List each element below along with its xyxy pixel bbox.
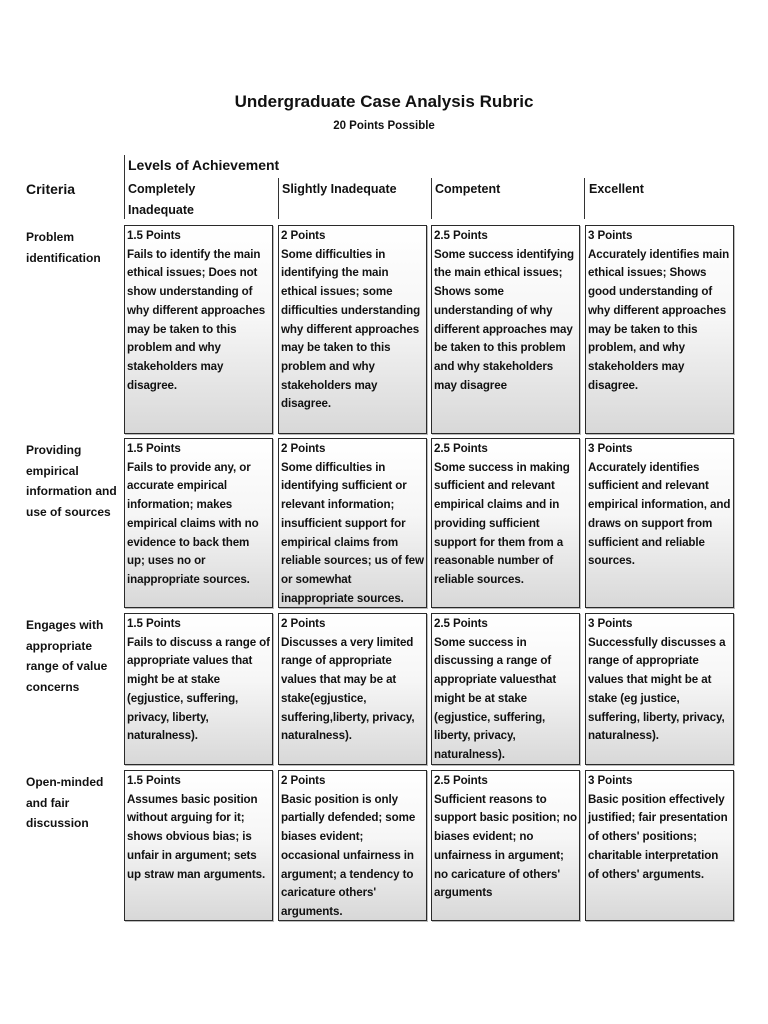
cell-description: Basic position effectively justified; fair presentation of others' positions; charitable interpretation of others' arguments. — [588, 792, 728, 881]
cell-description: Accurately identifies sufficient and relevant empirical information, and draws on support from sufficient and reliable sources. — [588, 460, 731, 568]
cell-description: Sufficient reasons to support basic position; no biases evident; no unfairness in argument; no caricature of others' arguments — [434, 792, 577, 900]
header-divider — [124, 155, 125, 219]
rubric-cell — [431, 770, 580, 921]
rubric-cell — [431, 613, 580, 765]
criterion-problem-identification: Problem identification — [26, 230, 101, 265]
cell-description: Fails to provide any, or accurate empirical information; makes empirical claims with no evidence to back them up; uses no or inappropriate sources. — [127, 460, 259, 586]
rubric-cell — [278, 438, 427, 608]
rubric-subtitle: 20 Points Possible — [333, 120, 435, 132]
rubric-cell — [278, 225, 427, 434]
cell-description: Fails to discuss a range of appropriate values that might be at stake (egjustice, suffering, privacy, liberty, naturalness). — [127, 635, 270, 743]
rubric-cell — [124, 613, 273, 765]
cell-description: Fails to identify the main ethical issues; Does not show understanding of why different approaches may be taken to this problem and why stakeholders may disagree. — [127, 247, 266, 392]
cell-points: 2 Points — [281, 774, 326, 787]
column-header-excellent: Excellent — [589, 182, 644, 196]
criterion-empirical-information: Providing empirical information and use of sources — [26, 443, 117, 519]
cell-points: 1.5 Points — [127, 774, 181, 787]
cell-points: 2 Points — [281, 617, 326, 630]
cell-description: Assumes basic position without arguing for it; shows obvious bias; is unfair in argument; sets up straw man arguments. — [127, 792, 266, 881]
cell-points: 3 Points — [588, 442, 633, 455]
cell-description: Some difficulties in identifying the main ethical issues; some difficulties understanding why different approaches may be taken to this problem and why stakeholders may disagree. — [281, 247, 421, 411]
rubric-cell — [585, 770, 734, 921]
rubric-cell — [124, 225, 273, 434]
levels-header: Levels of Achievement — [128, 157, 280, 173]
rubric-title: Undergraduate Case Analysis Rubric — [234, 92, 534, 111]
cell-points: 1.5 Points — [127, 229, 181, 242]
cell-points: 2.5 Points — [434, 229, 488, 242]
cell-description: Some success in discussing a range of appropriate valuesthat might be at stake (egjustice, suffering, liberty, privacy, naturalness). — [434, 635, 557, 761]
criterion-value-concerns: Engages with appropriate range of value concerns — [26, 618, 108, 694]
cell-points: 2 Points — [281, 442, 326, 455]
cell-points: 2.5 Points — [434, 774, 488, 787]
cell-description: Discusses a very limited range of appropriate values that may be at stake(egjustice, suffering,liberty, privacy, naturalness). — [281, 635, 415, 743]
cell-points: 3 Points — [588, 229, 633, 242]
cell-points: 1.5 Points — [127, 617, 181, 630]
cell-description: Some success in making sufficient and relevant empirical claims and in providing sufficient support for them from a reasonable number of reliable sources. — [434, 460, 570, 586]
header-divider — [278, 178, 279, 219]
rubric-cell — [278, 613, 427, 765]
cell-points: 2 Points — [281, 229, 326, 242]
cell-description: Some success identifying the main ethical issues; Shows some understanding of why different approaches may be taken to this problem and why stakeholders may disagree — [434, 247, 574, 392]
cell-description: Some difficulties in identifying sufficient or relevant information; insufficient support for empirical claims from reliable sources; us of few or somewhat inappropriate sources. — [281, 460, 424, 605]
criterion-open-minded-discussion: Open-minded and fair discussion — [26, 775, 104, 830]
cell-description: Accurately identifies main ethical issues; Shows good understanding of why different approaches may be taken to this problem, and why stakeholders may disagree. — [588, 247, 730, 392]
cell-description: Basic position is only partially defended; some biases evident; occasional unfairness in argument; a tendency to caricature others' arguments. — [281, 792, 416, 918]
rubric-cell — [585, 613, 734, 765]
rubric-cell — [124, 770, 273, 921]
cell-points: 2.5 Points — [434, 617, 488, 630]
rubric-cell — [585, 225, 734, 434]
header-divider — [584, 178, 585, 219]
cell-points: 1.5 Points — [127, 442, 181, 455]
cell-points: 3 Points — [588, 774, 633, 787]
header-divider — [431, 178, 432, 219]
criteria-header: Criteria — [26, 181, 76, 197]
column-header-completely-inadequate: Completely Inadequate — [128, 182, 196, 217]
column-header-competent: Competent — [435, 182, 501, 196]
rubric-cell — [124, 438, 273, 608]
rubric-cell — [278, 770, 427, 921]
rubric-cell — [585, 438, 734, 608]
cell-points: 2.5 Points — [434, 442, 488, 455]
cell-description: Successfully discusses a range of appropriate values that might be at stake (eg justice, suffering, liberty, privacy, naturalness). — [588, 635, 726, 743]
rubric-cell — [431, 438, 580, 608]
cell-points: 3 Points — [588, 617, 633, 630]
column-header-slightly-inadequate: Slightly Inadequate — [282, 182, 397, 196]
rubric-cell — [431, 225, 580, 434]
